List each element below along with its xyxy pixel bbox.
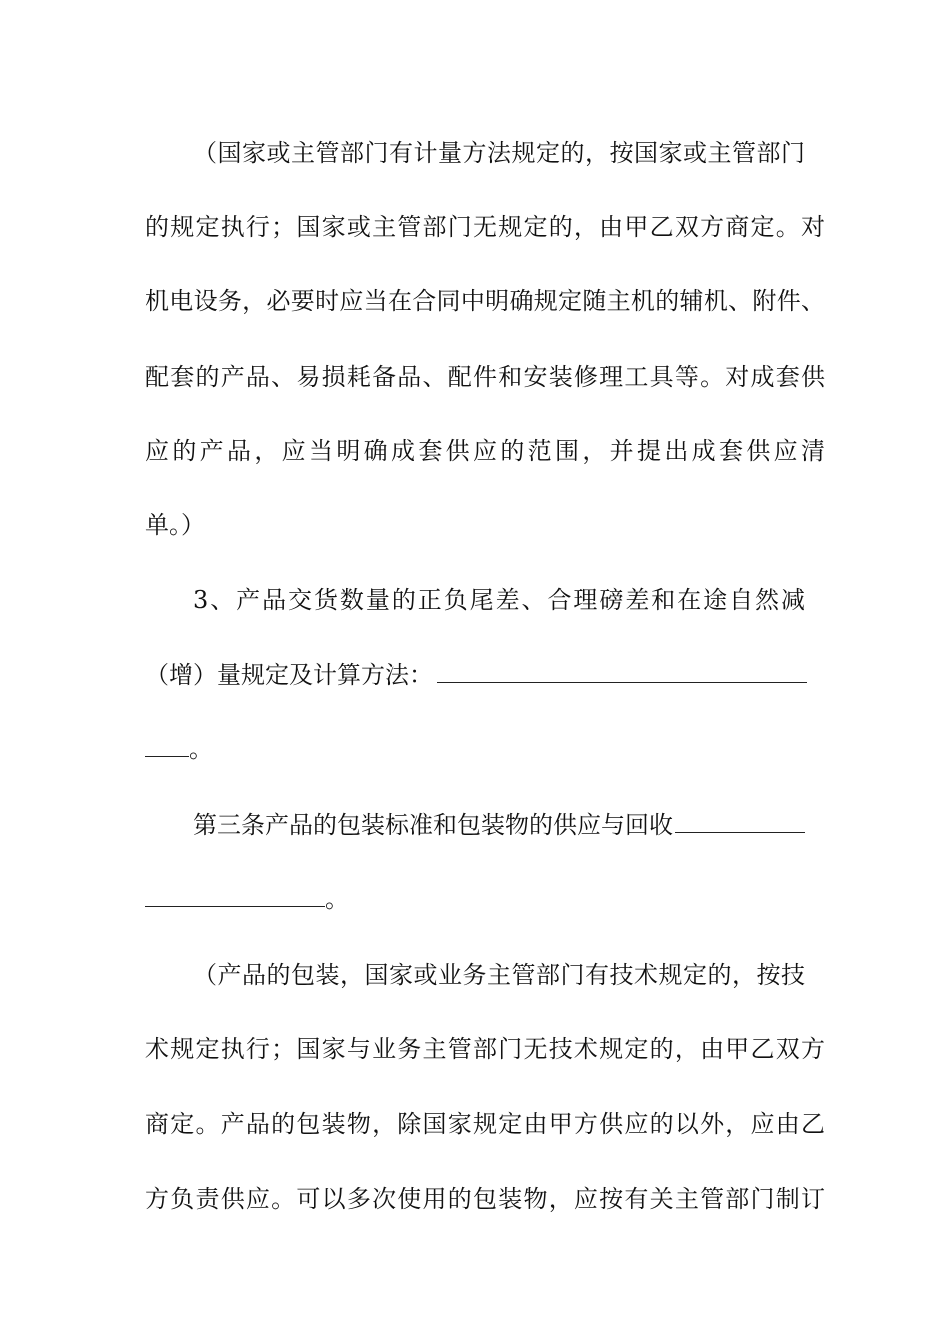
item3-label: （增）量规定及计算方法： [145, 661, 433, 689]
fill-in-blank[interactable] [437, 660, 807, 683]
paragraph-line: 配套的产品、易损耗备品、配件和安装修理工具等。对成套供 [145, 363, 825, 391]
article3-end: 。 [325, 885, 349, 913]
item3-end: 。 [189, 735, 213, 763]
paragraph-line: 术规定执行；国家与业务主管部门无技术规定的，由甲乙双方 [145, 1035, 825, 1063]
fill-in-blank[interactable] [675, 810, 805, 833]
article3-heading: 第三条产品的包装标准和包装物的供应与回收 [193, 811, 673, 839]
item3-line: 3、产品交货数量的正负尾差、合理磅差和在途自然减 [193, 586, 805, 614]
article3-line [145, 883, 825, 915]
fill-in-blank[interactable] [145, 884, 325, 907]
paragraph-line: 的规定执行；国家或主管部门无规定的，由甲乙双方商定。对 [145, 213, 825, 241]
paragraph-line: 商定。产品的包装物，除国家规定由甲方供应的以外，应由乙 [145, 1110, 825, 1138]
paragraph-line: （国家或主管部门有计量方法规定的，按国家或主管部门 [193, 139, 805, 167]
paragraph-line: 方负责供应。可以多次使用的包装物，应按有关主管部门制订 [145, 1185, 825, 1213]
fill-in-blank[interactable] [145, 734, 189, 757]
paragraph-line: 单。） [145, 511, 205, 539]
paragraph-line: 机电设务，必要时应当在合同中明确规定随主机的辅机、附件、 [145, 287, 825, 315]
item3-line [145, 659, 807, 691]
paragraph-line: （产品的包装，国家或业务主管部门有技术规定的，按技 [193, 961, 805, 989]
article3-line [193, 809, 805, 841]
item3-line [145, 733, 825, 765]
paragraph-line: 应的产品，应当明确成套供应的范围，并提出成套供应清 [145, 437, 825, 465]
